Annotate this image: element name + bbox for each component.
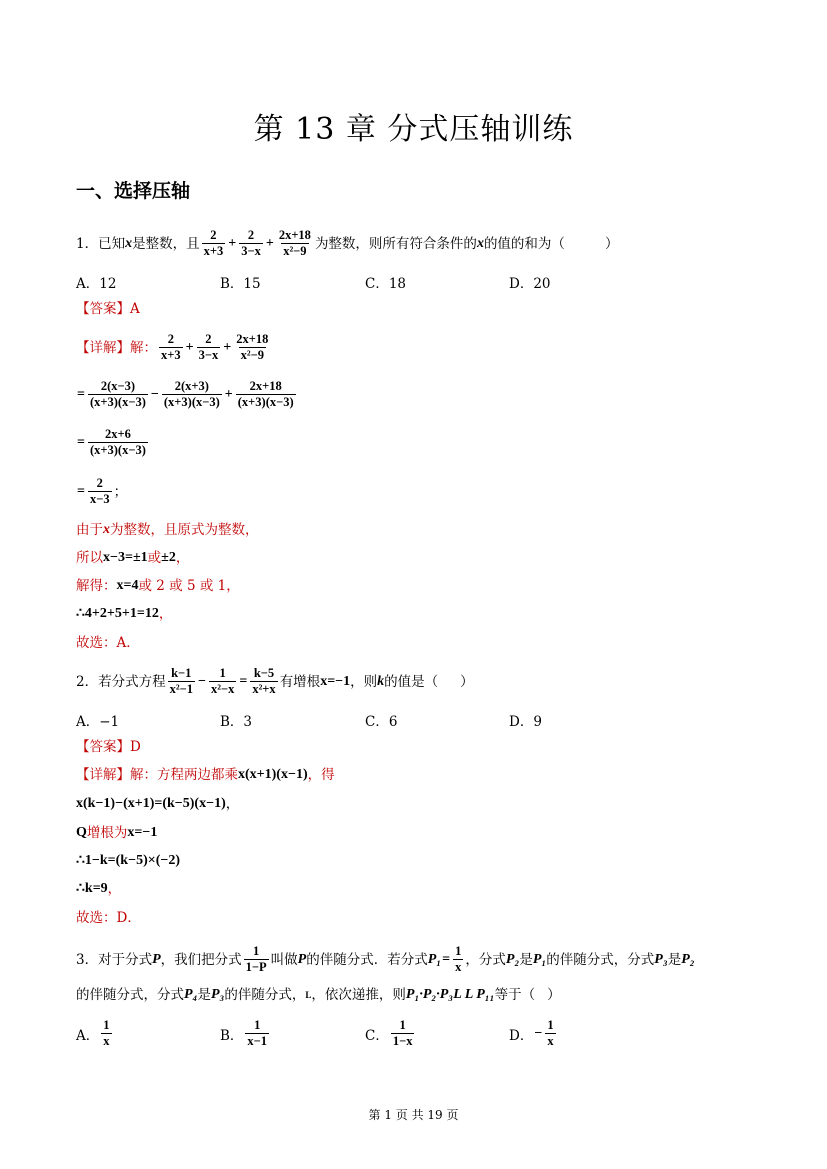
text: 解：方程两边都乘 xyxy=(130,767,238,783)
minus-sign: − xyxy=(534,1025,543,1041)
page-footer: 第 1 页 共 19 页 xyxy=(368,1108,459,1122)
numerator: 2x+6 xyxy=(105,427,131,441)
math: ∴4+2+5+1=12 xyxy=(76,606,159,621)
q1-answer xyxy=(76,299,140,319)
var-p2: P₂ xyxy=(505,951,520,967)
denominator: x xyxy=(455,960,462,974)
text: 或 2 或 5 或 1， xyxy=(138,578,240,594)
plus-sign: + xyxy=(185,339,194,355)
numerator: 2 xyxy=(205,332,212,346)
denominator: x xyxy=(547,1034,554,1048)
q1-option-d: D．20 xyxy=(509,276,551,292)
numerator: 1 xyxy=(219,666,226,680)
detail-tag: 【详解】 xyxy=(76,767,130,783)
math: ∴1−k=(k−5)×(−2) xyxy=(76,853,181,868)
q3-option-a xyxy=(76,1018,114,1049)
q2-frac-3 xyxy=(250,666,277,697)
option-label: A． xyxy=(76,1027,100,1044)
numerator: k−5 xyxy=(253,666,275,680)
frac xyxy=(244,944,269,975)
answer-value: D xyxy=(130,739,141,755)
text: 的伴随分式， xyxy=(224,987,306,1003)
q2-option-b: B．3 xyxy=(220,714,253,730)
q1-reason-4 xyxy=(76,604,172,624)
numerator: 1 xyxy=(547,1018,554,1032)
equals-sign: = xyxy=(77,483,85,499)
math: x(k−1)−(x+1)=(k−5)(x−1) xyxy=(76,796,226,811)
equals-sign: = xyxy=(239,673,248,689)
var-p3: P₃ xyxy=(654,951,668,967)
numerator: 2 xyxy=(247,228,255,242)
plus-sign: + xyxy=(224,386,233,402)
text: ， xyxy=(158,606,173,622)
q2-mid: 有增根 xyxy=(279,673,321,690)
numerator: 1 xyxy=(399,1018,406,1032)
q2-var-k: k xyxy=(377,673,385,689)
answer-tag: 【答案】 xyxy=(76,739,130,755)
var-p1: P₁ xyxy=(427,951,442,967)
q3-option-c xyxy=(365,1018,416,1049)
var-p3: P₃ xyxy=(210,987,225,1002)
minus-sign: − xyxy=(150,386,159,402)
var-p1: P₁ xyxy=(532,951,547,967)
denominator: x²−9 xyxy=(240,348,264,362)
q1-frac-1 xyxy=(202,228,226,259)
denominator: x²−9 xyxy=(283,244,307,258)
text: 是 xyxy=(519,951,533,968)
q1-frac-3 xyxy=(277,228,313,259)
section-heading: 一、选择压轴 xyxy=(76,180,191,202)
denominator: 1−x xyxy=(392,1034,413,1048)
frac xyxy=(88,476,112,507)
option-label: B． xyxy=(220,1027,244,1044)
product: P₁·P₂·P₃L L P₁₁ xyxy=(405,987,495,1002)
equals-sign: = xyxy=(77,386,85,402)
text: 的伴随分式，分式 xyxy=(546,951,655,968)
numerator: k−1 xyxy=(171,666,192,680)
frac xyxy=(159,332,183,363)
text: 由于 xyxy=(76,522,103,538)
q1-suffix-a: 为整数，则所有符合条件的 xyxy=(314,235,477,252)
denominator: (x+3)(x−3) xyxy=(237,395,294,409)
plus-sign: + xyxy=(228,235,237,251)
var-p4: P₄ xyxy=(184,987,198,1002)
denominator: 1−P xyxy=(245,960,267,974)
text: 是 xyxy=(197,987,211,1003)
q2-option-a: A．−1 xyxy=(76,714,120,730)
q2-answer xyxy=(76,737,141,757)
frac xyxy=(162,379,222,410)
q2-option-c: C．6 xyxy=(365,714,398,730)
q1-reason-1 xyxy=(76,520,259,540)
q2-close: ） xyxy=(460,673,474,690)
q2-detail-line-4 xyxy=(76,851,180,871)
q2-frac-2 xyxy=(209,666,236,697)
text: ， xyxy=(107,881,122,897)
q2-detail-line-1 xyxy=(76,765,335,785)
numerator: 1 xyxy=(103,1018,110,1032)
text: 的伴随分式．若分式 xyxy=(306,951,428,968)
q1-reason-3 xyxy=(76,576,240,596)
plus-sign: + xyxy=(223,339,232,355)
answer-tag: 【答案】 xyxy=(76,301,130,317)
q2-root: x=−1 xyxy=(320,673,351,689)
text: 为整数，且原式为整数， xyxy=(110,522,259,538)
q2-suffix-b: 的值是（ xyxy=(384,673,439,690)
numerator: 2x+18 xyxy=(278,228,311,242)
text: ， xyxy=(175,550,190,566)
denominator: x+3 xyxy=(203,244,224,258)
text: ，得 xyxy=(307,767,335,783)
q2-detail-line-5 xyxy=(76,879,121,899)
denominator: x xyxy=(103,1034,110,1048)
text: 的伴随分式，分式 xyxy=(76,987,184,1003)
q2-frac-1 xyxy=(168,666,195,697)
q3-stem-line-1 xyxy=(76,944,695,975)
q1-mid: 是整数，且 xyxy=(132,235,200,252)
numerator: 1 xyxy=(455,944,462,958)
numerator: 2x+18 xyxy=(236,332,269,346)
q2-detail-line-2 xyxy=(76,794,239,814)
q3-option-d xyxy=(509,1018,558,1049)
plus-sign: + xyxy=(265,235,274,251)
denominator: (x+3)(x−3) xyxy=(89,443,146,457)
detail-tag: 【详解】 xyxy=(76,339,130,356)
frac xyxy=(236,379,296,410)
denominator: (x+3)(x−3) xyxy=(89,395,146,409)
frac xyxy=(101,1018,111,1049)
q2-prefix: 2．若分式方程 xyxy=(76,673,166,690)
q1-conclusion: 故选：A． xyxy=(76,635,140,651)
q2-suffix-a: ，则 xyxy=(350,673,378,690)
numerator: 2 xyxy=(210,228,217,242)
numerator: 2(x+3) xyxy=(174,379,209,393)
q1-option-b: B．15 xyxy=(220,276,261,292)
math: x=4 xyxy=(116,578,139,593)
q1-close: ） xyxy=(604,235,619,252)
q3-option-b xyxy=(220,1018,271,1049)
q2-option-d: D．9 xyxy=(509,714,542,730)
frac xyxy=(245,1018,269,1049)
numerator: 2 xyxy=(167,332,174,346)
frac xyxy=(453,944,463,975)
numerator: 2x+18 xyxy=(249,379,282,393)
denominator: (x+3)(x−3) xyxy=(163,395,220,409)
text: ） xyxy=(547,987,561,1003)
numerator: 1 xyxy=(254,1018,261,1032)
q3-stem-line-2 xyxy=(76,985,561,1005)
math: x−3=±1 xyxy=(103,550,148,565)
denominator: x−1 xyxy=(247,1034,268,1048)
text: 解得： xyxy=(76,578,117,594)
text: 或 xyxy=(147,550,162,566)
because-symbol: Q xyxy=(76,825,87,840)
option-label: C． xyxy=(365,1027,389,1044)
semicolon: ； xyxy=(113,483,128,500)
q2-conclusion: 故选：D． xyxy=(76,910,141,926)
denominator: x²+x xyxy=(252,682,276,696)
text: ， xyxy=(225,796,240,812)
denominator: x−3 xyxy=(89,492,110,506)
text: 是 xyxy=(667,951,682,968)
denominator: 3−x xyxy=(241,244,261,258)
detail-lead: 解： xyxy=(130,339,157,356)
var-p: P xyxy=(152,951,161,967)
denominator: x²−x xyxy=(210,682,235,696)
numerator: 2(x−3) xyxy=(100,379,136,393)
q1-suffix-b: 的值的和为（ xyxy=(483,235,565,252)
q1-detail-line-2 xyxy=(76,379,298,410)
q1-detail-line-1 xyxy=(76,332,272,363)
frac xyxy=(234,332,270,363)
denominator: x+3 xyxy=(161,348,181,362)
q1-detail-line-4 xyxy=(76,476,127,507)
answer-value: A xyxy=(130,301,140,317)
text: ，分式 xyxy=(465,951,506,968)
frac xyxy=(88,427,148,458)
q1-stem xyxy=(76,228,618,259)
frac xyxy=(88,379,148,410)
frac xyxy=(391,1018,415,1049)
text: ，我们把分式 xyxy=(160,951,242,968)
q1-var-x: x xyxy=(125,235,133,251)
q2-stem xyxy=(76,666,474,697)
minus-sign: − xyxy=(197,673,206,689)
var-p2: P₂ xyxy=(681,951,695,967)
text: ，依次递推，则 xyxy=(311,987,406,1003)
text: 等于（ xyxy=(494,987,536,1003)
denominator: x²−1 xyxy=(169,682,193,696)
q1-option-c: C．18 xyxy=(365,276,407,292)
var-p: P xyxy=(297,951,307,967)
option-label: D． xyxy=(509,1027,534,1044)
frac xyxy=(197,332,221,363)
text: 增根为 xyxy=(86,825,128,841)
numerator: 2 xyxy=(96,476,103,490)
q1-detail-line-3 xyxy=(76,427,150,458)
q1-prefix: 1．已知 xyxy=(76,235,126,252)
ellipsis: L xyxy=(305,990,312,1000)
text: 所以 xyxy=(76,550,103,566)
math: x=−1 xyxy=(127,825,158,840)
math: ∴k=9 xyxy=(76,881,108,896)
var-x: x xyxy=(103,522,110,537)
denominator: 3−x xyxy=(198,348,219,362)
page-title: 第 13 章 分式压轴训练 xyxy=(253,112,574,147)
text: 3．对于分式 xyxy=(76,951,153,968)
q1-frac-2 xyxy=(239,228,263,259)
frac xyxy=(545,1018,555,1049)
q1-var-x2: x xyxy=(476,235,484,251)
text: 叫做 xyxy=(270,951,298,968)
q1-reason-2 xyxy=(76,548,189,568)
equals-sign: = xyxy=(77,434,85,450)
equals-sign: = xyxy=(442,951,451,967)
q2-detail-line-3 xyxy=(76,823,157,843)
numerator: 1 xyxy=(253,944,260,958)
math: x(x+1)(x−1) xyxy=(238,767,308,782)
math: ±2 xyxy=(161,550,176,565)
q1-option-a: A．12 xyxy=(76,276,117,292)
